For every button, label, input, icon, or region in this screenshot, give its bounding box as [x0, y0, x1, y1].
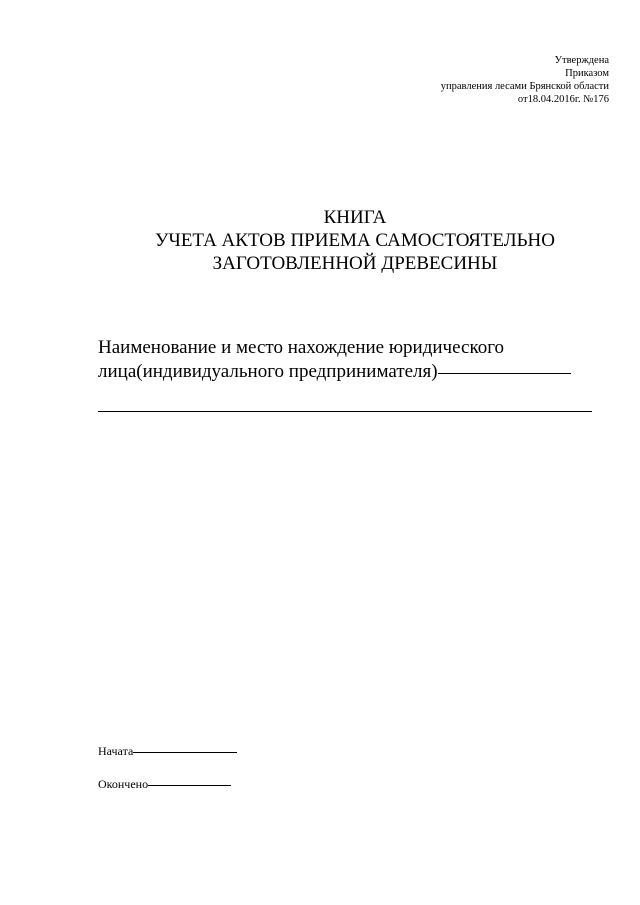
entity-label-line-1: Наименование и место нахождение юридического — [98, 337, 505, 358]
approval-line-order: Приказом — [565, 68, 609, 79]
started-date-field — [98, 744, 237, 758]
entity-name-blank[interactable] — [438, 372, 571, 374]
finished-date-field — [98, 777, 231, 791]
approval-line-date-number: от18.04.2016г. №176 — [517, 94, 609, 105]
document-title — [0, 206, 640, 275]
entity-label-line-2: лица(индивидуального предпринимателя) — [98, 361, 438, 382]
title-line-book: КНИГА — [323, 207, 387, 228]
title-line-timber: ЗАГОТОВЛЕННОЙ ДРЕВЕСИНЫ — [212, 253, 498, 274]
entity-label-line-2-wrap — [98, 360, 571, 384]
approval-line-authority: управления лесами Брянской области — [440, 81, 609, 92]
approval-stamp — [441, 54, 609, 106]
entity-name-blank-line[interactable] — [98, 411, 592, 412]
finished-label: Окончено — [98, 777, 149, 791]
entity-name-field — [98, 336, 571, 384]
started-date-blank[interactable] — [133, 751, 237, 753]
finished-date-blank[interactable] — [148, 784, 231, 786]
started-label: Начата — [98, 744, 134, 758]
approval-line-approved: Утверждена — [554, 55, 609, 66]
title-line-acts: УЧЕТА АКТОВ ПРИЕМА САМОСТОЯТЕЛЬНО — [155, 230, 555, 251]
